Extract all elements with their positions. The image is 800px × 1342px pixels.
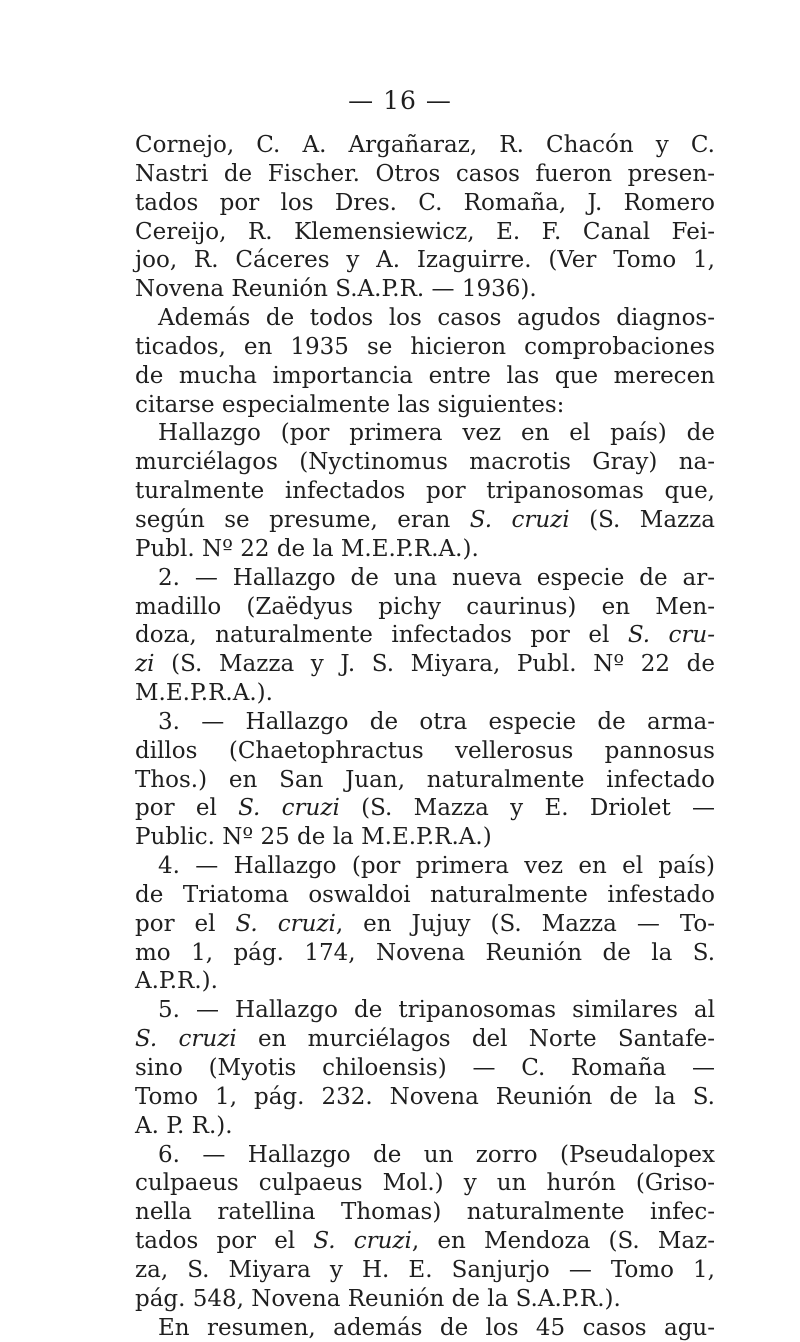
text-line: Nastri de Fischer. Otros casos fueron presen-: [135, 160, 715, 187]
text-line: [135, 910, 715, 939]
text-line: Public. Nº 25 de la M.E.P.R.A.): [135, 824, 492, 851]
text-line: [135, 650, 715, 679]
species-name-italic: S. cruzi: [238, 795, 340, 822]
text-line: madillo (Zaëdyus pichy caurinus) en Men-: [135, 593, 715, 620]
text-segment: (S. Mazza y J. S. Miyara, Publ. Nº 22 de: [154, 651, 715, 678]
text-line: 5. — Hallazgo de tripanosomas similares al: [158, 997, 715, 1024]
text-line: Hallazgo (por primera vez en el país) de: [158, 420, 715, 447]
text-line: A. P. R.).: [135, 1112, 233, 1139]
text-segment: doza, naturalmente infectados por el: [135, 622, 628, 649]
text-line: za, S. Miyara y H. E. Sanjurjo — Tomo 1,: [135, 1256, 715, 1283]
text-line: [135, 1025, 715, 1054]
text-line: tados por los Dres. C. Romaña, J. Romero: [135, 189, 715, 216]
text-line: [135, 621, 715, 650]
species-name-italic: S. cru-: [627, 622, 715, 649]
text-segment: por el: [135, 910, 236, 937]
text-segment: por el: [135, 795, 239, 822]
text-segment: (S. Mazza: [569, 506, 716, 533]
text-segment: , en Jujuy (S. Mazza — To-: [335, 910, 716, 937]
text-line: Publ. Nº 22 de la M.E.P.R.A.).: [135, 535, 479, 562]
text-line: pág. 548, Novena Reunión de la S.A.P.R.).: [135, 1285, 621, 1312]
text-line: mo 1, pág. 174, Novena Reunión de la S.: [135, 939, 715, 966]
text-segment: según se presume, eran: [135, 506, 470, 533]
text-line: 3. — Hallazgo de otra especie de arma-: [158, 708, 715, 735]
text-line: Además de todos los casos agudos diagnos-: [158, 305, 715, 332]
text-line: murciélagos (Nyctinomus macrotis Gray) na-: [135, 449, 715, 476]
body-text: [135, 131, 715, 1342]
text-line: 4. — Hallazgo (por primera vez en el país): [158, 853, 715, 880]
species-name-italic: S. cruzi: [235, 910, 336, 937]
text-line: Thos.) en San Juan, naturalmente infectado: [135, 766, 715, 793]
text-line: Cereijo, R. Klemensiewicz, E. F. Canal Fei-: [135, 218, 715, 245]
species-name-italic: S. cruzi: [469, 506, 570, 533]
species-name-italic: S. cruzi: [313, 1228, 412, 1255]
text-segment: (S. Mazza y E. Driolet —: [339, 795, 715, 822]
text-line: Cornejo, C. A. Argañaraz, R. Chacón y C.: [135, 132, 715, 158]
text-segment: , en Mendoza (S. Maz-: [411, 1228, 716, 1255]
text-line: En resumen, además de los 45 casos agu-: [158, 1314, 715, 1341]
text-line: [135, 1227, 715, 1256]
text-line: [135, 506, 715, 535]
text-line: 6. — Hallazgo de un zorro (Pseudalopex: [158, 1141, 715, 1168]
species-name-italic: S. cruzi: [135, 1026, 237, 1053]
text-segment: en murciélagos del Norte Santafe-: [236, 1026, 715, 1053]
page-number: — 16 —: [348, 86, 452, 115]
text-line: citarse especialmente las siguientes:: [135, 391, 565, 418]
text-line: M.E.P.R.A.).: [135, 680, 273, 707]
text-line: ticados, en 1935 se hicieron comprobaciones: [135, 333, 715, 360]
text-line: nella ratellina Thomas) naturalmente infec-: [135, 1199, 715, 1226]
text-line: Novena Reunión S.A.P.R. — 1936).: [135, 276, 537, 303]
text-line: dillos (Chaetophractus vellerosus pannosus: [135, 737, 715, 764]
text-line: de Triatoma oswaldoi naturalmente infestado: [135, 881, 715, 908]
text-line: joo, R. Cáceres y A. Izaguirre. (Ver Tomo 1,: [135, 247, 715, 274]
text-segment: tados por el: [135, 1228, 314, 1255]
species-name-italic: zi: [135, 651, 155, 678]
text-line: [135, 794, 715, 823]
text-line: turalmente infectados por tripanosomas que,: [135, 478, 715, 505]
text-line: Tomo 1, pág. 232. Novena Reunión de la S.: [135, 1083, 715, 1110]
text-line: 2. — Hallazgo de una nueva especie de ar-: [158, 564, 715, 591]
text-line: culpaeus culpaeus Mol.) y un hurón (Griso-: [135, 1170, 715, 1197]
text-line: de mucha importancia entre las que merecen: [135, 362, 715, 389]
text-line: A.P.R.).: [135, 968, 218, 995]
text-line: sino (Myotis chiloensis) — C. Romaña —: [135, 1055, 715, 1081]
